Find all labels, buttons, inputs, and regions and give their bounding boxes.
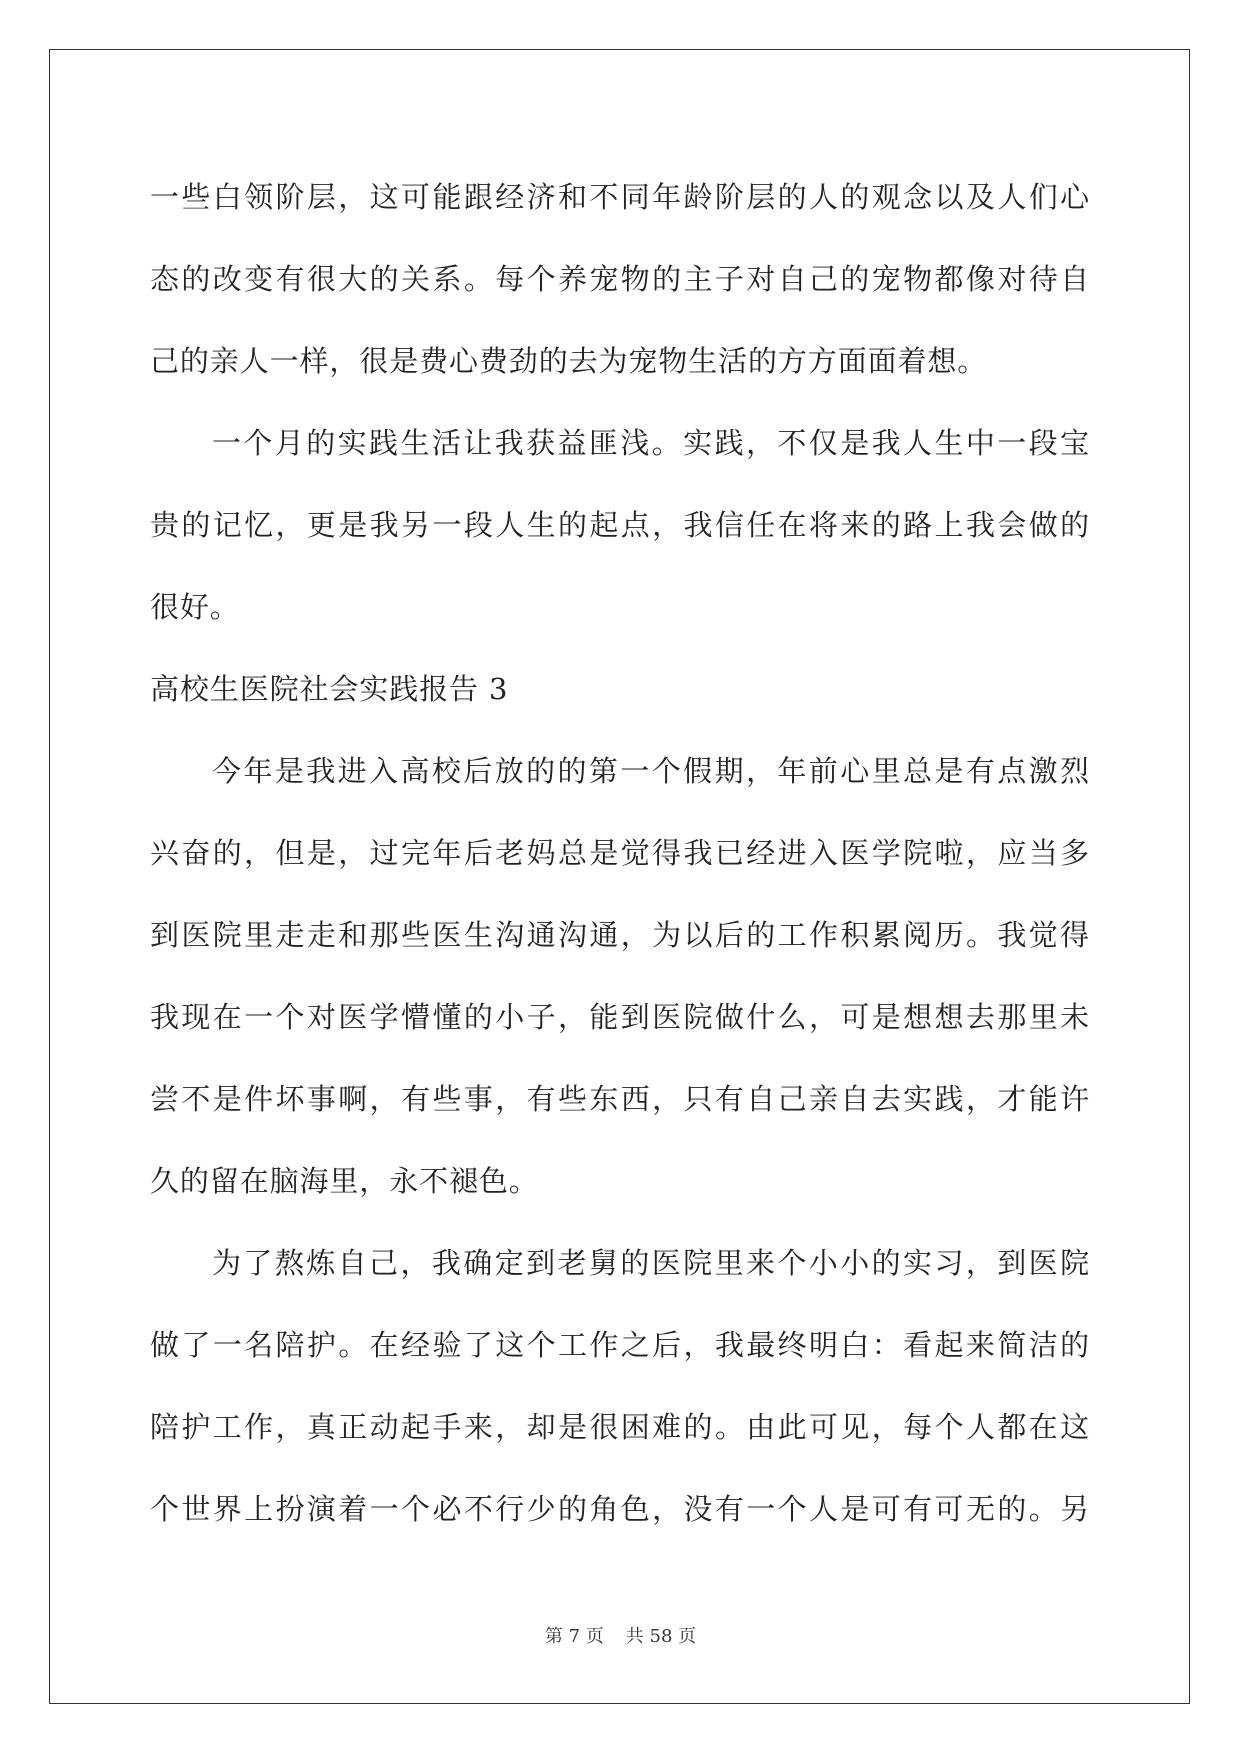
text-line: 陪护工作，真正动起手来，却是很困难的。由此可见，每个人都在这	[150, 1410, 1090, 1444]
text-line: 兴奋的，但是，过完年后老妈总是觉得我已经进入医学院啦，应当多	[150, 836, 1090, 870]
text-line: 态的改变有很大的关系。每个养宠物的主子对自己的宠物都像对待自	[150, 262, 1090, 296]
text-line: 久的留在脑海里，永不褪色。	[150, 1164, 539, 1198]
text-line: 一些白领阶层，这可能跟经济和不同年龄阶层的人的观念以及人们心	[150, 180, 1090, 214]
text-line: 我现在一个对医学懵懂的小子，能到医院做什么，可是想想去那里未	[150, 1000, 1090, 1034]
text-line: 做了一名陪护。在经验了这个工作之后，我最终明白：看起来简洁的	[150, 1328, 1090, 1362]
page-footer	[0, 1622, 1241, 1648]
text-line: 到医院里走走和那些医生沟通沟通，为以后的工作积累阅历。我觉得	[150, 918, 1090, 952]
total-pages: 共 58 页	[625, 1626, 697, 1647]
text-line: 很好。	[150, 590, 240, 624]
text-line: 高校生医院社会实践报告 3	[150, 672, 509, 706]
text-line: 贵的记忆，更是我另一段人生的起点，我信任在将来的路上我会做的	[150, 508, 1090, 542]
text-line: 己的亲人一样，很是费心费劲的去为宠物生活的方方面面着想。	[150, 344, 988, 378]
text-line: 尝不是件坏事啊，有些事，有些东西，只有自己亲自去实践，才能许	[150, 1082, 1090, 1116]
text-line: 为了熬炼自己，我确定到老舅的医院里来个小小的实习，到医院	[212, 1246, 1090, 1280]
current-page-number: 第 7 页	[544, 1626, 604, 1647]
document-body	[150, 156, 1090, 1550]
text-line: 个世界上扮演着一个必不行少的角色，没有一个人是可有可无的。另	[150, 1492, 1090, 1526]
text-line: 今年是我进入高校后放的的第一个假期，年前心里总是有点激烈	[212, 754, 1090, 788]
text-line: 一个月的实践生活让我获益匪浅。实践，不仅是我人生中一段宝	[212, 426, 1090, 460]
